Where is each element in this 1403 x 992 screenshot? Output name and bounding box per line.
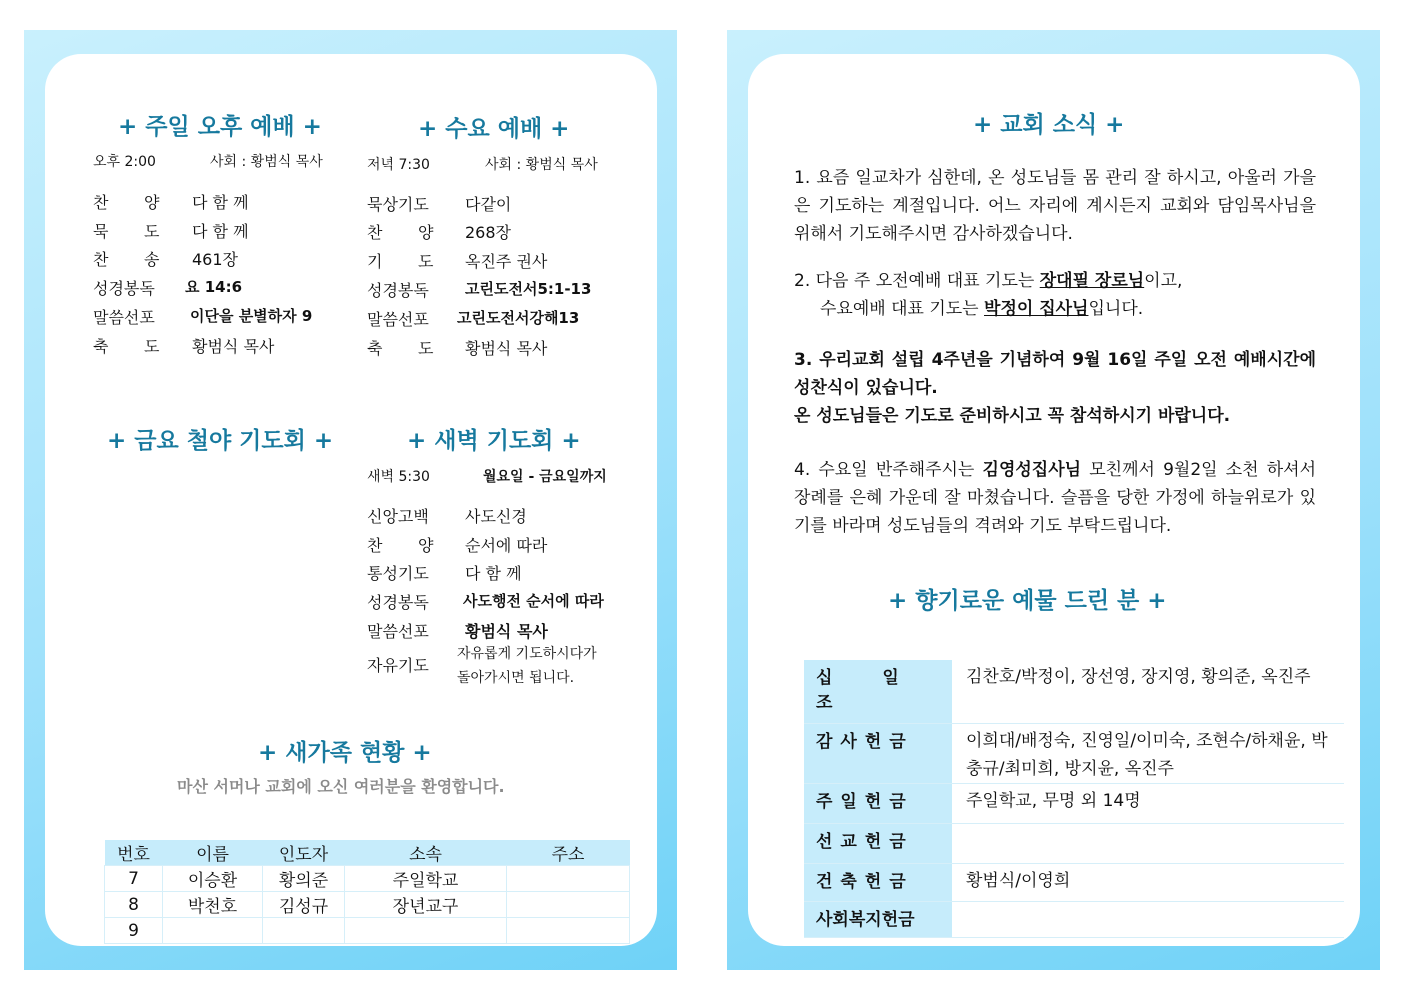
wednesday-item-value: 고린도전서5:1-13 bbox=[465, 280, 592, 298]
sunday-item-label: 성경봉독 bbox=[93, 279, 155, 298]
table-cell: 8 bbox=[105, 892, 163, 918]
table-cell bbox=[263, 918, 345, 944]
sunday-item-label: 찬 양 bbox=[93, 193, 160, 212]
table-row bbox=[105, 918, 630, 944]
sunday-item-label: 축 도 bbox=[93, 337, 160, 356]
left-page bbox=[24, 30, 677, 970]
wednesday-item-value: 고린도전서강해13 bbox=[457, 309, 580, 327]
wednesday-item-label: 축 도 bbox=[367, 339, 434, 358]
table-header-group: 소속 bbox=[345, 840, 507, 866]
news-item-2-text: 2. 다음 주 오전예배 대표 기도는 bbox=[794, 271, 1040, 291]
wednesday-item-value: 다같이 bbox=[465, 195, 512, 214]
sunday-service-title: + 주일 오후 예배 + bbox=[118, 114, 322, 140]
news-item-2-text: 이고, bbox=[1144, 271, 1183, 291]
table-header-number: 번호 bbox=[105, 840, 163, 866]
sunday-leader: 사회 : 황범식 목사 bbox=[210, 154, 323, 170]
welcome-text: 마산 서머나 교회에 오신 여러분을 환영합니다. bbox=[177, 777, 505, 796]
offering-title: + 향기로운 예물 드린 분 + bbox=[888, 588, 1167, 614]
table-cell: 9 bbox=[105, 918, 163, 944]
table-header-row bbox=[105, 840, 630, 866]
table-cell: 박천호 bbox=[163, 892, 263, 918]
dawn-item-label: 찬 양 bbox=[367, 536, 434, 555]
dawn-item-label: 통성기도 bbox=[367, 564, 429, 583]
wednesday-item-label: 말씀선포 bbox=[367, 310, 429, 329]
sunday-item-value: 다 함 께 bbox=[192, 222, 249, 241]
offering-label: 건축헌금 bbox=[804, 863, 952, 901]
dawn-days: 월요일 - 금요일까지 bbox=[483, 469, 607, 485]
wednesday-item-label: 찬 양 bbox=[367, 223, 434, 242]
offering-value: 주일학교, 무명 외 14명 bbox=[952, 783, 1344, 823]
dawn-item-label: 신앙고백 bbox=[367, 507, 429, 526]
sunday-item-value: 요 14:6 bbox=[185, 278, 243, 296]
dawn-item-value: 사도신경 bbox=[465, 507, 527, 526]
offering-row bbox=[804, 901, 1344, 937]
dawn-item-value: 사도행전 순서에 따라 bbox=[463, 592, 604, 610]
offering-value: 황범식/이영희 bbox=[952, 863, 1344, 901]
offering-value bbox=[952, 901, 1344, 937]
offering-value bbox=[952, 823, 1344, 863]
table-cell: 주일학교 bbox=[345, 866, 507, 892]
church-news-title: + 교회 소식 + bbox=[973, 112, 1125, 138]
dawn-item-value: 순서에 따라 bbox=[465, 536, 548, 555]
wednesday-leader: 사회 : 황범식 목사 bbox=[485, 157, 598, 173]
offering-table bbox=[804, 660, 1344, 938]
friday-prayer-title: + 금요 철야 기도회 + bbox=[107, 428, 334, 454]
news-item-1: 1. 요즘 일교차가 심한데, 온 성도님들 몸 관리 잘 하시고, 아울러 가을은 기도하는 계절입니다. 어느 자리에 계시든지 교회와 담임목사님을 위해서 기도해주시면 감사하겠습니다. bbox=[794, 168, 1316, 244]
dawn-time: 새벽 5:30 bbox=[367, 469, 430, 485]
morning-prayer-leader: 장대필 장로님 bbox=[1039, 271, 1145, 291]
news-item-2-text: 수요예배 대표 기도는 bbox=[820, 299, 985, 319]
news-item-4-name: 김영성집사님 bbox=[982, 460, 1082, 480]
news-item-2-text: 입니다. bbox=[1088, 299, 1144, 319]
news-item-4-text: 모친께서 9월2일 소천 하셔서 장례를 은혜 가운데 잘 마쳤습니다. 슬픔을 당한 가정에 하늘위로가 있기를 바라며 성도님들의 격려와 기도 부탁드립니다. bbox=[794, 460, 1316, 536]
right-page bbox=[727, 30, 1380, 970]
wednesday-service-title: + 수요 예배 + bbox=[418, 116, 570, 142]
sunday-item-value: 이단을 분별하자 9 bbox=[190, 307, 313, 325]
table-cell bbox=[345, 918, 507, 944]
new-family-title: + 새가족 현황 + bbox=[258, 740, 432, 766]
sunday-item-value: 461장 bbox=[192, 250, 238, 269]
table-cell: 이승환 bbox=[163, 866, 263, 892]
wednesday-prayer-leader: 박정이 집사님 bbox=[984, 299, 1089, 319]
offering-row bbox=[804, 660, 1344, 723]
table-cell bbox=[163, 918, 263, 944]
offering-label: 십 일 조 bbox=[804, 660, 952, 723]
wednesday-time: 저녁 7:30 bbox=[367, 157, 430, 173]
offering-label: 주일헌금 bbox=[804, 783, 952, 823]
dawn-item-label: 자유기도 bbox=[367, 656, 429, 675]
right-card bbox=[748, 54, 1360, 946]
sunday-item-value: 황범식 목사 bbox=[192, 337, 275, 356]
dawn-item-value: 황범식 목사 bbox=[465, 622, 548, 641]
table-row bbox=[105, 892, 630, 918]
table-row bbox=[105, 866, 630, 892]
table-cell: 김성규 bbox=[263, 892, 345, 918]
offering-label: 감사헌금 bbox=[804, 723, 952, 783]
dawn-item-label: 성경봉독 bbox=[367, 593, 429, 612]
offering-row bbox=[804, 723, 1344, 783]
sunday-item-label: 말씀선포 bbox=[93, 308, 155, 327]
table-header-address: 주소 bbox=[507, 840, 630, 866]
offering-value: 김찬호/박정이, 장선영, 장지영, 황의준, 옥진주 bbox=[952, 660, 1344, 723]
table-cell: 7 bbox=[105, 866, 163, 892]
sunday-item-label: 묵 도 bbox=[93, 222, 160, 241]
wednesday-item-value: 268장 bbox=[465, 223, 511, 242]
wednesday-item-label: 기 도 bbox=[367, 252, 434, 271]
offering-row bbox=[804, 783, 1344, 823]
wednesday-item-value: 황범식 목사 bbox=[465, 339, 548, 358]
wednesday-item-value: 옥진주 권사 bbox=[465, 252, 548, 271]
table-cell: 장년교구 bbox=[345, 892, 507, 918]
offering-label: 선교헌금 bbox=[804, 823, 952, 863]
sunday-item-value: 다 함 께 bbox=[192, 193, 249, 212]
news-item-2 bbox=[794, 267, 1316, 323]
wednesday-item-label: 성경봉독 bbox=[367, 281, 429, 300]
dawn-item-label: 말씀선포 bbox=[367, 622, 429, 641]
wednesday-item-label: 묵상기도 bbox=[367, 195, 429, 214]
table-cell bbox=[507, 918, 630, 944]
news-item-3b: 온 성도님들은 기도로 준비하시고 꼭 참석하시기 바랍니다. bbox=[794, 406, 1231, 426]
sunday-item-label: 찬 송 bbox=[93, 250, 160, 269]
table-header-guide: 인도자 bbox=[263, 840, 345, 866]
left-card bbox=[45, 54, 657, 946]
dawn-item-value: 다 함 께 bbox=[465, 564, 522, 583]
sunday-time: 오후 2:00 bbox=[93, 154, 156, 170]
offering-row bbox=[804, 823, 1344, 863]
table-cell bbox=[507, 866, 630, 892]
new-family-table bbox=[104, 840, 630, 944]
offering-label: 사회복지헌금 bbox=[804, 901, 952, 937]
dawn-prayer-title: + 새벽 기도회 + bbox=[407, 428, 581, 454]
news-item-4-text: 4. 수요일 반주해주시는 bbox=[794, 460, 983, 480]
news-item-4 bbox=[794, 456, 1316, 540]
table-cell: 황의준 bbox=[263, 866, 345, 892]
offering-value: 이희대/배정숙, 진영일/이미숙, 조현수/하채윤, 박충규/최미희, 방지윤, 옥진주 bbox=[952, 723, 1344, 783]
table-cell bbox=[507, 892, 630, 918]
offering-row bbox=[804, 863, 1344, 901]
dawn-item-value-line2: 돌아가시면 됩니다. bbox=[457, 670, 575, 686]
dawn-item-value: 자유롭게 기도하시다가 bbox=[457, 646, 597, 662]
table-header-name: 이름 bbox=[163, 840, 263, 866]
news-item-3: 3. 우리교회 설립 4주년을 기념하여 9월 16일 주일 오전 예배시간에 성찬식이 있습니다. bbox=[794, 350, 1316, 398]
